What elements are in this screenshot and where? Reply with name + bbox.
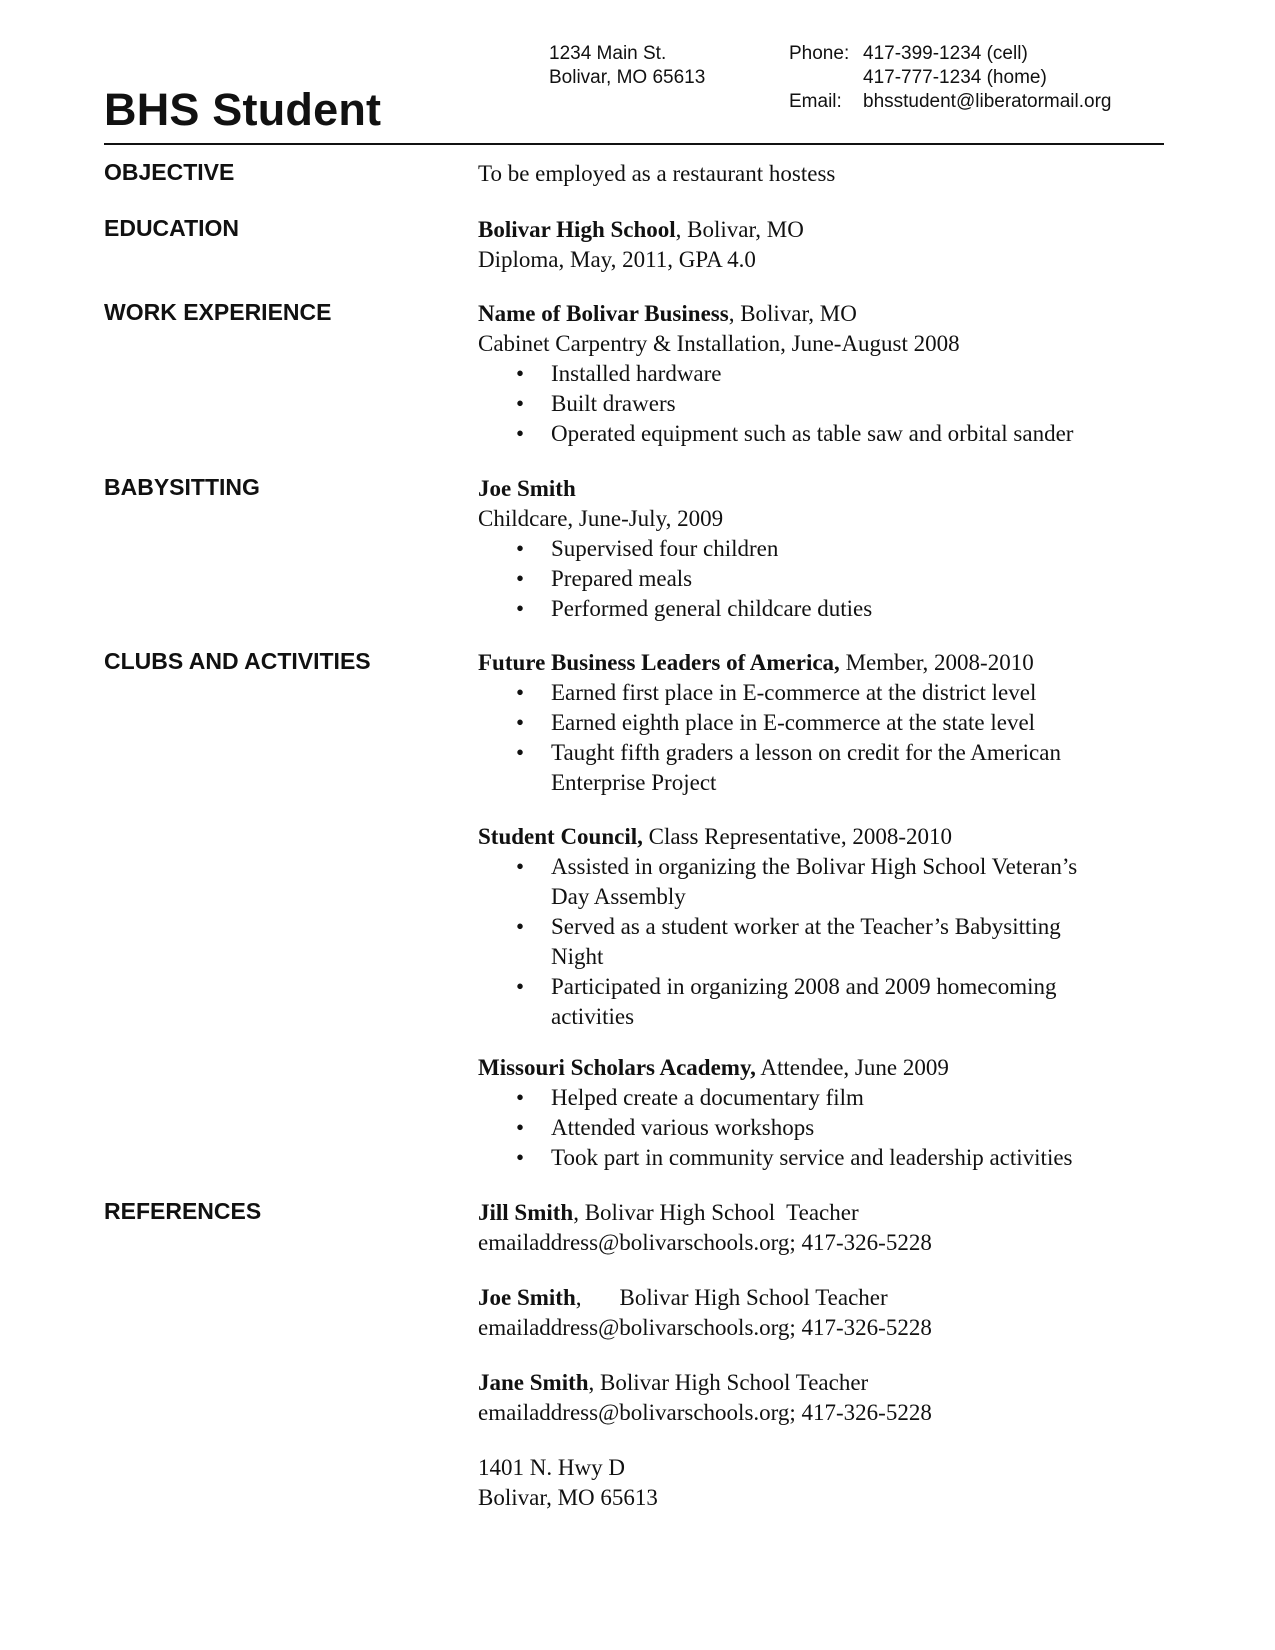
education-section <box>478 215 1158 275</box>
club-org: Student Council, <box>478 824 643 849</box>
club-missouri-scholars <box>478 1053 1158 1173</box>
resume-name: BHS Student <box>104 84 382 135</box>
contact-block <box>789 42 1111 114</box>
reference-title: , Bolivar High School Teacher <box>573 1200 859 1225</box>
phone-cell: 417-399-1234 (cell) <box>863 43 1028 64</box>
list-item: • Installed hardware <box>516 361 722 386</box>
reference-contact: emailaddress@bolivarschools.org; 417-326-5228 <box>478 1230 932 1255</box>
list-item: • Taught fifth graders a lesson on credit for the American Enterprise Project <box>516 740 1061 795</box>
club-role: Attendee, June 2009 <box>755 1055 949 1080</box>
heading-babysitting: BABYSITTING <box>104 474 260 500</box>
heading-references: REFERENCES <box>104 1198 262 1224</box>
phone-home: 417-777-1234 (home) <box>863 67 1047 88</box>
school-location: , Bolivar, MO <box>675 217 804 242</box>
list-item: • Earned first place in E-commerce at the district level <box>516 680 1037 705</box>
list-item: • Built drawers <box>516 391 676 416</box>
list-item: • Prepared meals <box>516 566 693 591</box>
work-section <box>478 299 1158 449</box>
heading-education: EDUCATION <box>104 215 240 241</box>
reference-title: , Bolivar High School Teacher <box>588 1370 869 1395</box>
club-bullets <box>478 678 1158 798</box>
address-block <box>549 42 705 90</box>
list-item: • Supervised four children <box>516 536 779 561</box>
heading-objective: OBJECTIVE <box>104 159 235 185</box>
school-name: Bolivar High School <box>478 217 676 242</box>
work-location: , Bolivar, MO <box>728 301 857 326</box>
club-title-line <box>478 822 1158 852</box>
header-divider <box>104 143 1164 145</box>
list-item: • Operated equipment such as table saw and orbital sander <box>516 421 1074 446</box>
work-bullets <box>478 359 1158 449</box>
objective-text: To be employed as a restaurant hostess <box>478 161 836 186</box>
babysitting-employer-line <box>478 474 1158 504</box>
list-item: • Helped create a documentary film <box>516 1085 864 1110</box>
club-bullets <box>478 1083 1158 1173</box>
reference-name: Jane Smith <box>478 1370 589 1395</box>
reference-title-line <box>478 1198 1158 1228</box>
education-detail: Diploma, May, 2011, GPA 4.0 <box>478 247 756 272</box>
club-org: Missouri Scholars Academy, <box>478 1055 756 1080</box>
reference-title-2: Bolivar High School Teacher <box>619 1285 888 1310</box>
club-fbla <box>478 648 1158 798</box>
club-role: Member, 2008-2010 <box>839 650 1034 675</box>
babysitting-section <box>478 474 1158 624</box>
reference-1 <box>478 1198 1158 1258</box>
phone-label: Phone: <box>789 43 850 64</box>
heading-clubs: CLUBS AND ACTIVITIES <box>104 648 371 674</box>
email-address: bhsstudent@liberatormail.org <box>863 91 1112 112</box>
reference-contact: emailaddress@bolivarschools.org; 417-326-5228 <box>478 1315 932 1340</box>
club-student-council <box>478 822 1158 1032</box>
club-org: Future Business Leaders of America, <box>478 650 840 675</box>
objective-section <box>478 159 1158 189</box>
club-title-line <box>478 648 1158 678</box>
list-item: • Participated in organizing 2008 and 2009 homecoming activities <box>516 974 1057 1029</box>
list-item: • Attended various workshops <box>516 1115 815 1140</box>
club-title-line <box>478 1053 1158 1083</box>
heading-work-experience: WORK EXPERIENCE <box>104 299 332 325</box>
school-address-line-1: 1401 N. Hwy D <box>478 1455 625 1480</box>
list-item: • Took part in community service and leadership activities <box>516 1145 1073 1170</box>
address-line-2: Bolivar, MO 65613 <box>549 67 706 88</box>
reference-title-line <box>478 1368 1158 1398</box>
school-address-line-2: Bolivar, MO 65613 <box>478 1485 658 1510</box>
list-item: • Earned eighth place in E-commerce at the state level <box>516 710 1036 735</box>
reference-2 <box>478 1283 1158 1343</box>
babysitting-bullets <box>478 534 1158 624</box>
email-label: Email: <box>789 91 842 112</box>
work-role: Cabinet Carpentry & Installation, June-August 2008 <box>478 331 960 356</box>
reference-title: , <box>575 1285 582 1310</box>
babysitting-role: Childcare, June-July, 2009 <box>478 506 724 531</box>
list-item: • Assisted in organizing the Bolivar High School Veteran’s Day Assembly <box>516 854 1078 909</box>
education-school-line <box>478 215 1158 245</box>
club-bullets <box>478 852 1158 1032</box>
reference-3 <box>478 1368 1158 1428</box>
reference-contact: emailaddress@bolivarschools.org; 417-326-5228 <box>478 1400 932 1425</box>
work-employer-line <box>478 299 1158 329</box>
list-item: • Performed general childcare duties <box>516 596 873 621</box>
reference-name: Joe Smith <box>478 1285 576 1310</box>
school-address <box>478 1453 1158 1513</box>
list-item: • Served as a student worker at the Teacher’s Babysitting Night <box>516 914 1061 969</box>
babysitting-employer: Joe Smith <box>478 476 576 501</box>
address-line-1: 1234 Main St. <box>549 43 667 64</box>
work-employer: Name of Bolivar Business <box>478 301 729 326</box>
reference-title-line <box>478 1283 1158 1313</box>
club-role: Class Representative, 2008-2010 <box>642 824 953 849</box>
reference-name: Jill Smith <box>478 1200 574 1225</box>
